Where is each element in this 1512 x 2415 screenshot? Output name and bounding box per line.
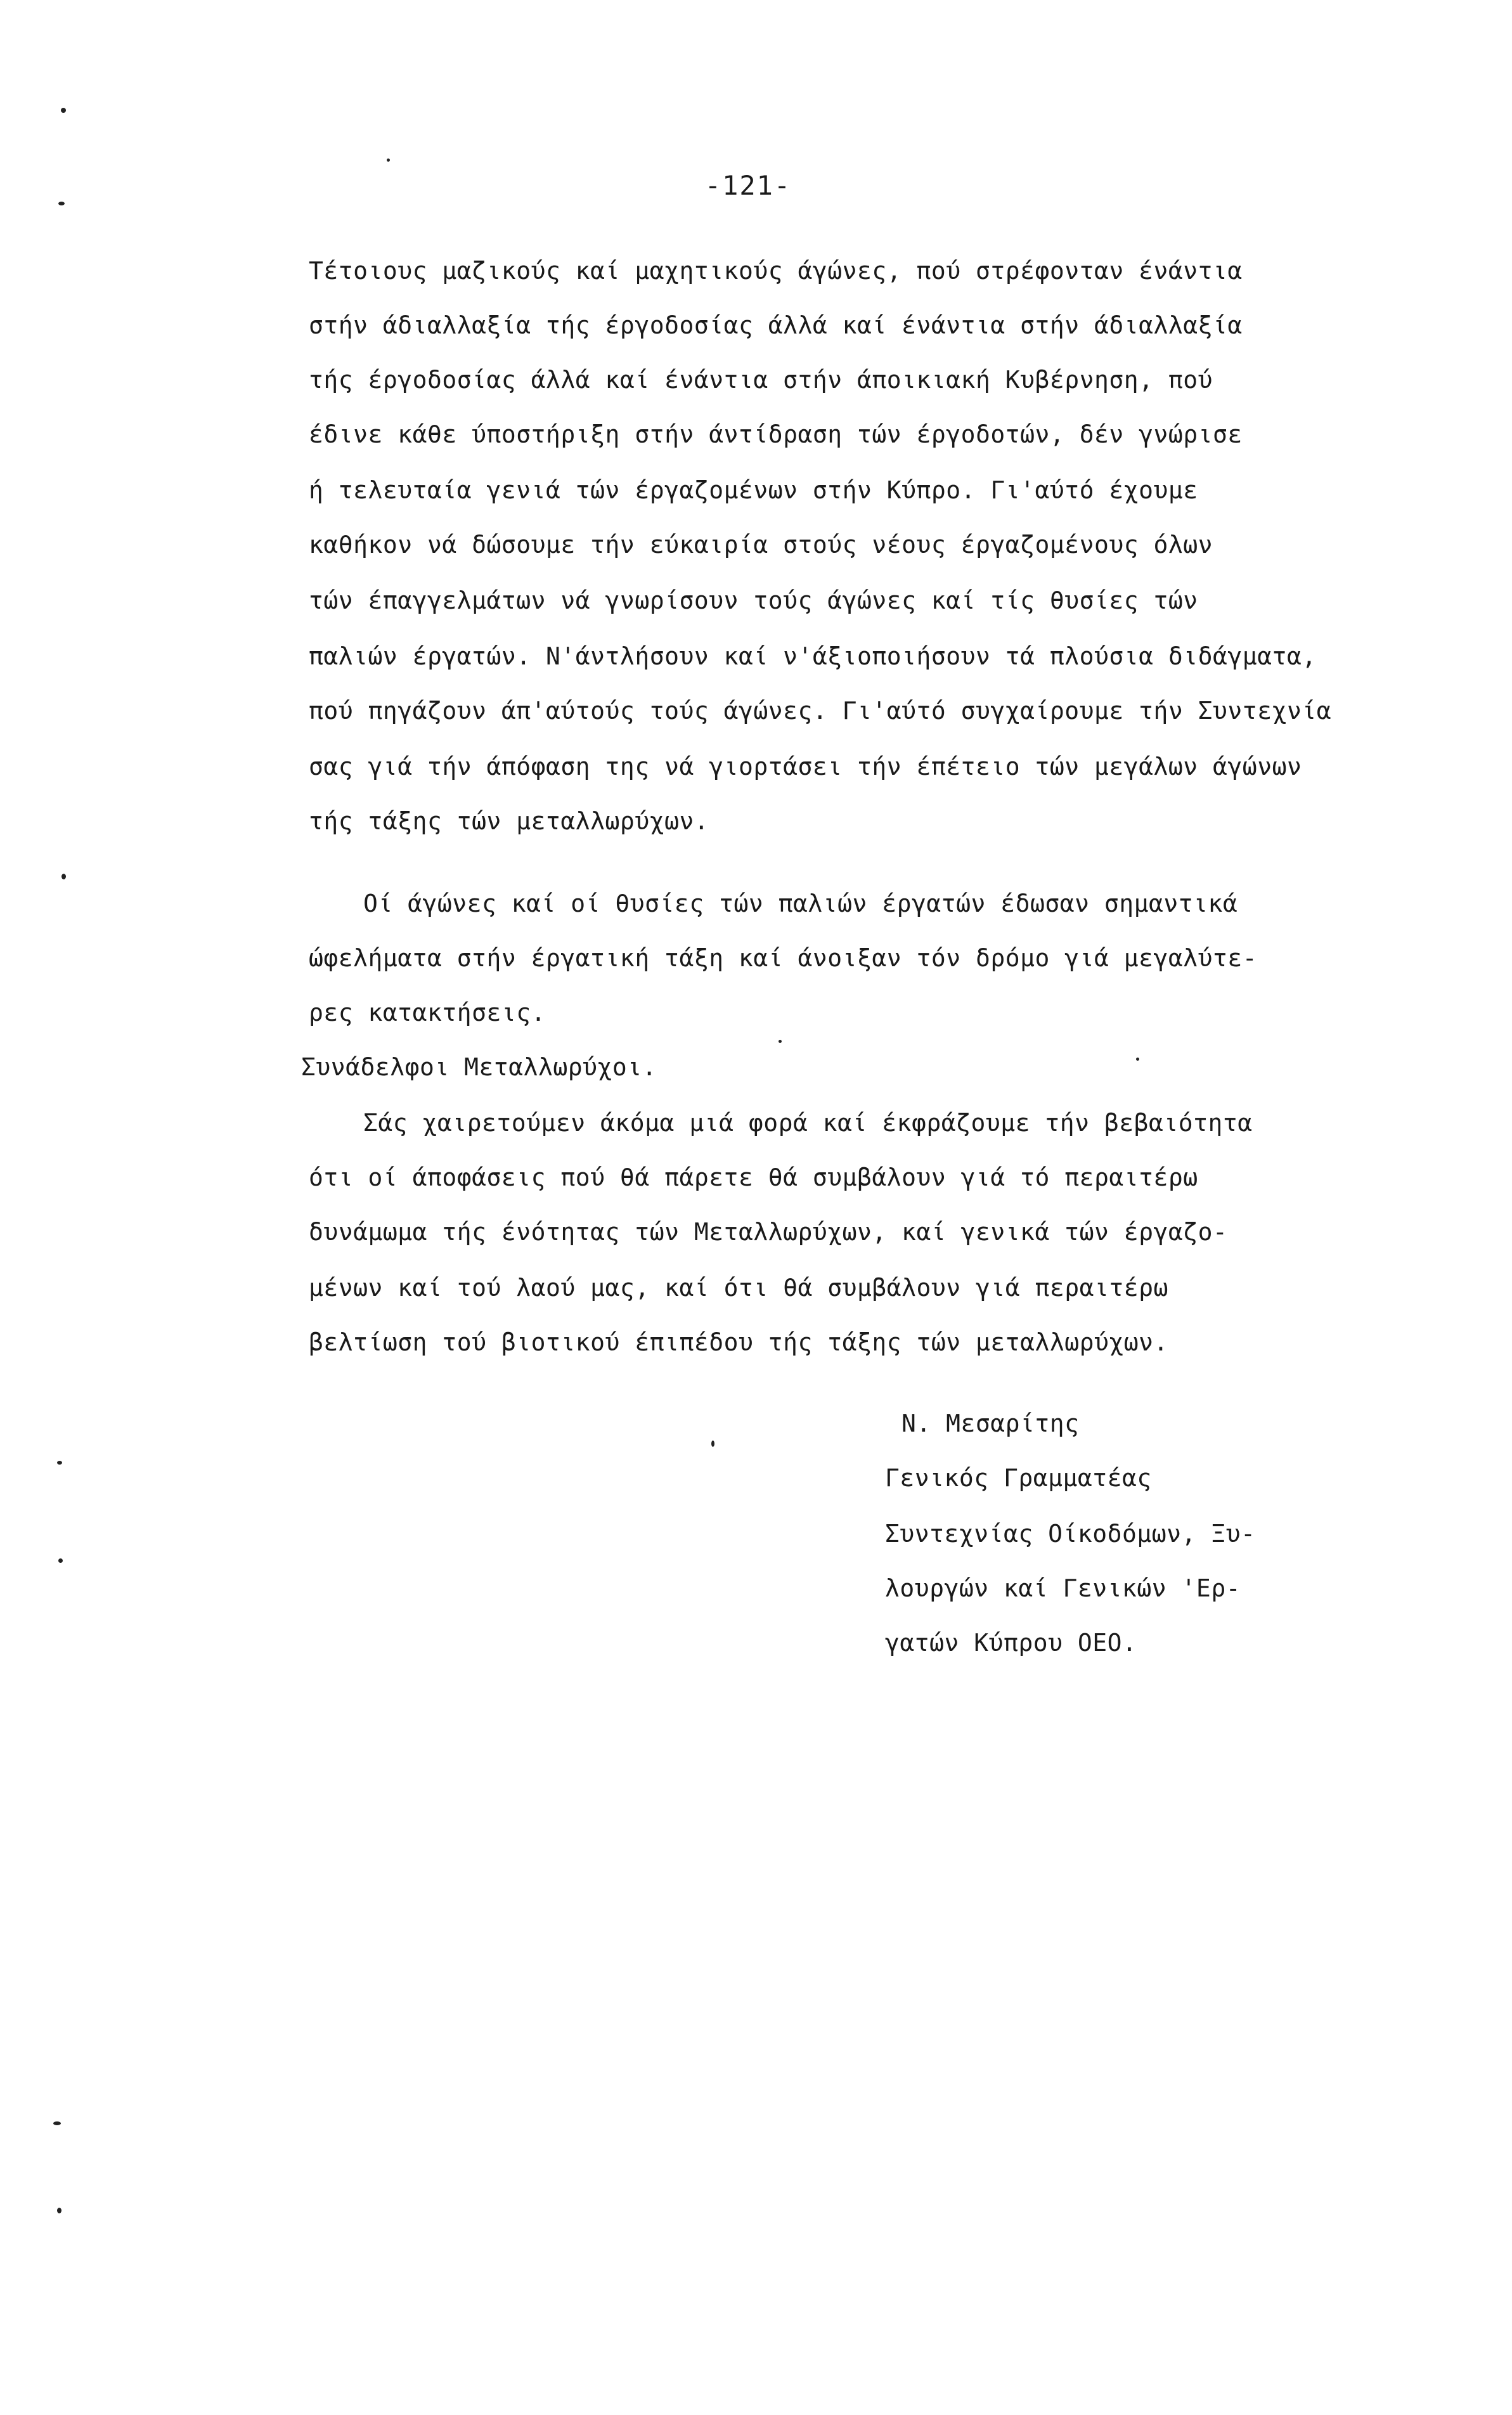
scan-speck (61, 108, 66, 113)
scan-speck (58, 1558, 63, 1563)
paragraph-1-line: Τέτοιους μαζικούς καί μαχητικούς άγώνες, πού στρέφονταν ένάντια (309, 257, 1243, 285)
paragraph-2-line: ρες κατακτήσεις. (309, 999, 546, 1026)
scan-speck (58, 202, 65, 205)
paragraph-1-line: παλιών έργατών. Ν'άντλήσουν καί ν'άξιοποιήσουν τά πλούσια διδάγματα, (309, 642, 1317, 670)
salutation: Συνάδελφοι Μεταλλωρύχοι. (301, 1053, 657, 1081)
paragraph-1-line: καθήκον νά δώσουμε τήν εύκαιρία στούς νέους έργαζομένους όλων (309, 531, 1213, 559)
signature-title: Γενικός Γραμματέας (885, 1464, 1152, 1492)
signature-name: Ν. Μεσαρίτης (901, 1409, 1080, 1437)
paragraph-1-line: τής τάξης τών μεταλλωρύχων. (309, 807, 709, 835)
scan-speck (57, 1461, 62, 1465)
signature-organization-line: λουργών καί Γενικών 'Ερ- (885, 1574, 1241, 1602)
scan-speck (61, 874, 66, 879)
paragraph-1-line: σας γιά τήν άπόφαση της νά γιορτάσει τήν έπέτειο τών μεγάλων άγώνων (309, 753, 1302, 780)
scan-speck (53, 2121, 61, 2125)
paragraph-3-line: ότι οί άποφάσεις πού θά πάρετε θά συμβάλουν γιά τό περαιτέρω (309, 1163, 1198, 1191)
paragraph-3-line: μένων καί τού λαού μας, καί ότι θά συμβάλουν γιά περαιτέρω (309, 1274, 1168, 1302)
scan-speck (387, 159, 390, 162)
paragraph-3-line: βελτίωση τού βιοτικού έπιπέδου τής τάξης τών μεταλλωρύχων. (309, 1328, 1168, 1356)
paragraph-2-line: ώφελήματα στήν έργατική τάξη καί άνοιξαν τόν δρόμο γιά μεγαλύτε- (309, 944, 1258, 972)
signature-organization-line: γατών Κύπρου ΟΕΟ. (885, 1629, 1137, 1657)
paragraph-1-line: ή τελευταία γενιά τών έργαζομένων στήν Κύπρο. Γι'αύτό έχουμε (309, 476, 1198, 504)
paragraph-3-line: Σάς χαιρετούμεν άκόμα μιά φορά καί έκφράζουμε τήν βεβαιότητα (363, 1109, 1253, 1137)
paragraph-1-line: έδινε κάθε ύποστήριξη στήν άντίδραση τών έργοδοτών, δέν γνώρισε (309, 420, 1243, 448)
paragraph-1-line: πού πηγάζουν άπ'αύτούς τούς άγώνες. Γι'αύτό συγχαίρουμε τήν Συντεχνία (309, 697, 1332, 725)
scan-speck (57, 2208, 61, 2213)
page-number: -121- (704, 170, 792, 201)
paragraph-1-line: τών έπαγγελμάτων νά γνωρίσουν τούς άγώνες καί τίς θυσίες τών (309, 586, 1198, 614)
scan-speck (1136, 1058, 1139, 1061)
signature-organization-line: Συντεχνίας Οίκοδόμων, Ξυ- (885, 1520, 1256, 1548)
scan-speck (711, 1441, 714, 1447)
paragraph-2-line: Οί άγώνες καί οί θυσίες τών παλιών έργατών έδωσαν σημαντικά (363, 890, 1238, 917)
scan-speck (779, 1040, 782, 1043)
paragraph-3-line: δυνάμωμα τής ένότητας τών Μεταλλωρύχων, καί γενικά τών έργαζο- (309, 1218, 1228, 1246)
paragraph-1-line: στήν άδιαλλαξία τής έργοδοσίας άλλά καί ένάντια στήν άδιαλλαξία (309, 311, 1243, 339)
paragraph-1-line: τής έργοδοσίας άλλά καί ένάντια στήν άποικιακή Κυβέρνηση, πού (309, 366, 1213, 394)
